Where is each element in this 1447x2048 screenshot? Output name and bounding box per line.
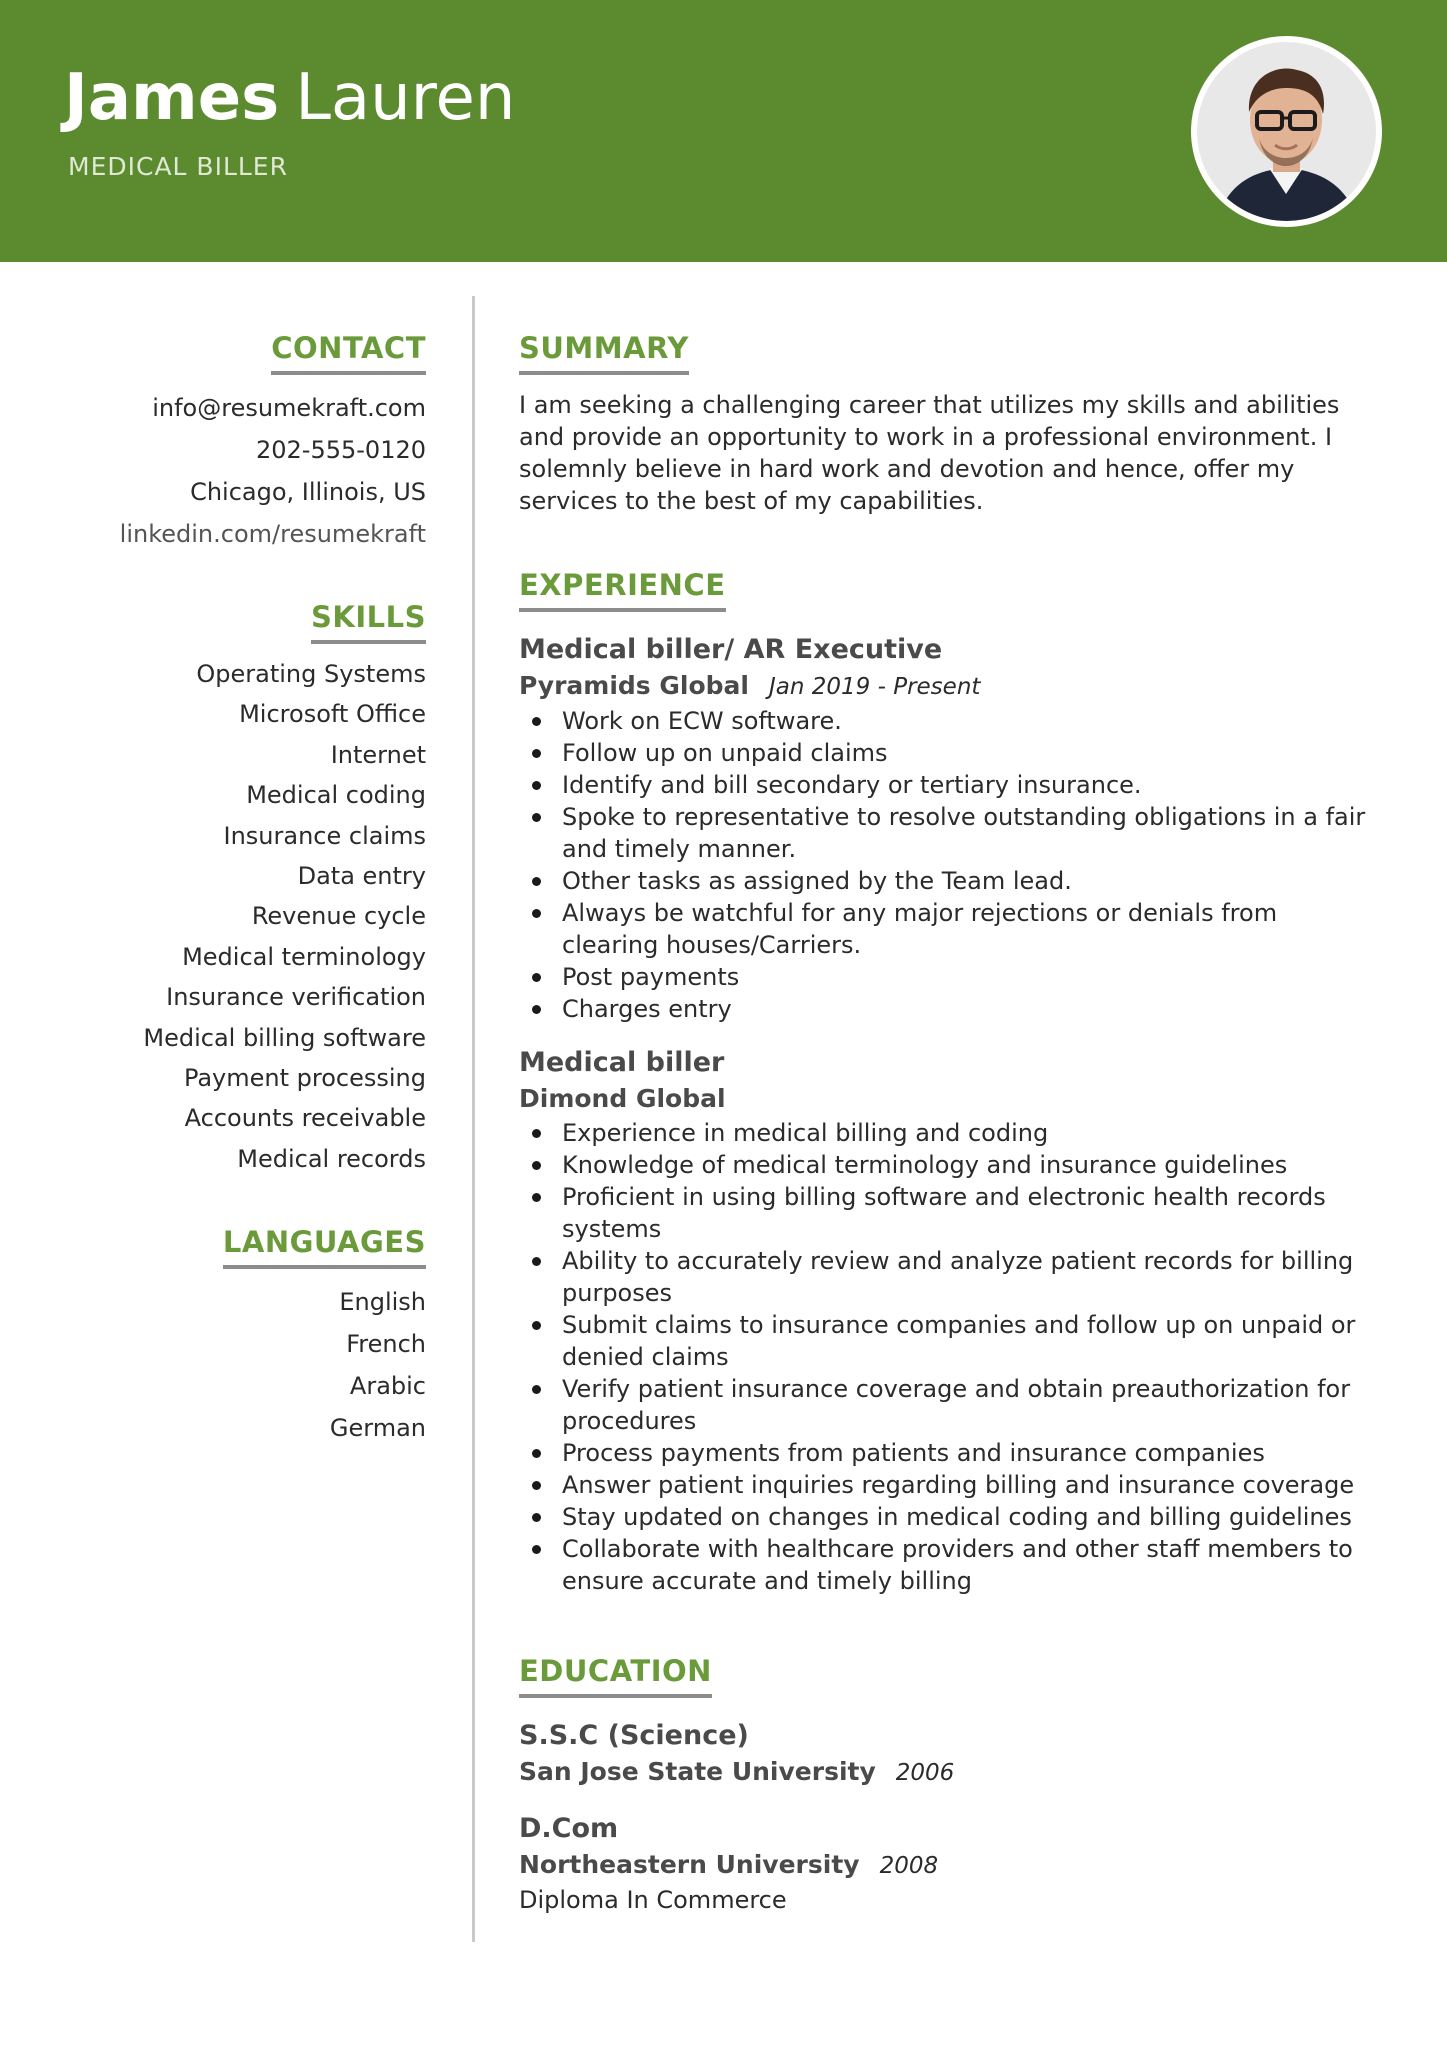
duty-item: Submit claims to insurance companies and follow up on unpaid or denied claims xyxy=(519,1309,1369,1373)
company-name: Dimond Global xyxy=(519,1084,726,1113)
contact-email[interactable]: info@resumekraft.com xyxy=(152,394,426,422)
school-line xyxy=(519,1847,1369,1884)
duty-item: Collaborate with healthcare providers and other staff members to ensure accurate and timely billing xyxy=(519,1533,1369,1597)
duty-item: Experience in medical billing and coding xyxy=(519,1117,1369,1149)
duty-item: Verify patient insurance coverage and obtain preauthorization for procedures xyxy=(519,1373,1369,1437)
contact-phone: 202-555-0120 xyxy=(255,436,426,464)
languages-heading: LANGUAGES xyxy=(223,1225,426,1269)
degree-title: S.S.C (Science) xyxy=(519,1720,749,1751)
skill-item: Insurance claims xyxy=(223,821,426,850)
duty-item: Knowledge of medical terminology and insurance guidelines xyxy=(519,1149,1369,1181)
summary-text: I am seeking a challenging career that utilizes my skills and abilities and provide an opportunity to work in a professional environment. I solemnly believe in hard work and devotion and hence, offer my services to the best of my capabilities. xyxy=(519,391,1340,515)
header-banner xyxy=(0,0,1447,262)
job-duties xyxy=(519,1117,1369,1597)
education-heading: EDUCATION xyxy=(519,1654,712,1698)
skill-item: Medical terminology xyxy=(182,942,426,971)
skills-section xyxy=(0,600,426,1179)
job-dates: Jan 2019 - Present xyxy=(768,674,981,700)
contact-heading: CONTACT xyxy=(271,331,426,375)
contact-linkedin[interactable]: linkedin.com/resumekraft xyxy=(119,520,426,548)
profile-photo xyxy=(1191,36,1382,227)
education-section xyxy=(519,1654,1369,1916)
duty-item: Process payments from patients and insurance companies xyxy=(519,1437,1369,1469)
job-title: Medical biller/ AR Executive xyxy=(519,634,943,665)
first-name: James xyxy=(64,61,280,135)
job-duties xyxy=(519,705,1369,1025)
duty-item: Always be watchful for any major rejections or denials from clearing houses/Carriers. xyxy=(519,897,1369,961)
contact-location: Chicago, Illinois, US xyxy=(190,478,426,506)
job-role: MEDICAL BILLER xyxy=(68,152,288,181)
graduation-year: 2008 xyxy=(879,1853,939,1879)
duty-item: Stay updated on changes in medical coding and billing guidelines xyxy=(519,1501,1369,1533)
skill-item: Operating Systems xyxy=(196,660,426,688)
skills-heading: SKILLS xyxy=(311,600,426,644)
skill-item: Medical billing software xyxy=(143,1023,426,1052)
duty-item: Proficient in using billing software and electronic health records systems xyxy=(519,1181,1369,1245)
skill-item: Microsoft Office xyxy=(239,700,426,729)
company-name: Pyramids Global xyxy=(519,671,749,700)
duty-item: Work on ECW software. xyxy=(519,705,1369,737)
experience-section xyxy=(519,568,1369,1597)
languages-section xyxy=(0,1225,426,1449)
education-entry xyxy=(519,1718,1369,1791)
duty-item: Charges entry xyxy=(519,993,1369,1025)
language-item: Arabic xyxy=(349,1372,426,1400)
profile-photo-image xyxy=(1197,42,1376,221)
degree-detail: Diploma In Commerce xyxy=(519,1886,787,1914)
skill-item: Medical coding xyxy=(246,781,426,810)
school-name: San Jose State University xyxy=(519,1757,876,1786)
skill-item: Insurance verification xyxy=(166,983,426,1012)
duty-item: Ability to accurately review and analyze patient records for billing purposes xyxy=(519,1245,1369,1309)
contact-section xyxy=(0,331,426,555)
language-item: German xyxy=(329,1414,426,1442)
duty-item: Other tasks as assigned by the Team lead. xyxy=(519,865,1369,897)
degree-title: D.Com xyxy=(519,1813,619,1844)
skill-item: Revenue cycle xyxy=(251,902,426,931)
duty-item: Follow up on unpaid claims xyxy=(519,737,1369,769)
column-divider xyxy=(472,296,475,1942)
job-title: Medical biller xyxy=(519,1047,725,1078)
school-name: Northeastern University xyxy=(519,1850,860,1879)
graduation-year: 2006 xyxy=(895,1760,955,1786)
language-item: English xyxy=(339,1288,426,1316)
language-item: French xyxy=(346,1330,426,1358)
duty-item: Post payments xyxy=(519,961,1369,993)
candidate-name xyxy=(64,61,516,135)
skill-item: Internet xyxy=(330,740,426,769)
duty-item: Spoke to representative to resolve outstanding obligations in a fair and timely manner. xyxy=(519,801,1369,865)
summary-heading: SUMMARY xyxy=(519,331,689,375)
education-entry xyxy=(519,1811,1369,1916)
company-line xyxy=(519,668,1369,705)
experience-heading: EXPERIENCE xyxy=(519,568,726,612)
job-entry xyxy=(519,1045,1369,1597)
duty-item: Answer patient inquiries regarding billing and insurance coverage xyxy=(519,1469,1369,1501)
summary-section xyxy=(519,331,1369,517)
skill-item: Payment processing xyxy=(183,1063,426,1092)
skill-item: Data entry xyxy=(297,861,426,890)
skill-item: Accounts receivable xyxy=(184,1104,426,1133)
company-line xyxy=(519,1081,1369,1117)
job-entry xyxy=(519,632,1369,1025)
skill-item: Medical records xyxy=(237,1144,426,1173)
duty-item: Identify and bill secondary or tertiary insurance. xyxy=(519,769,1369,801)
last-name: Lauren xyxy=(295,61,516,135)
school-line xyxy=(519,1754,1369,1791)
